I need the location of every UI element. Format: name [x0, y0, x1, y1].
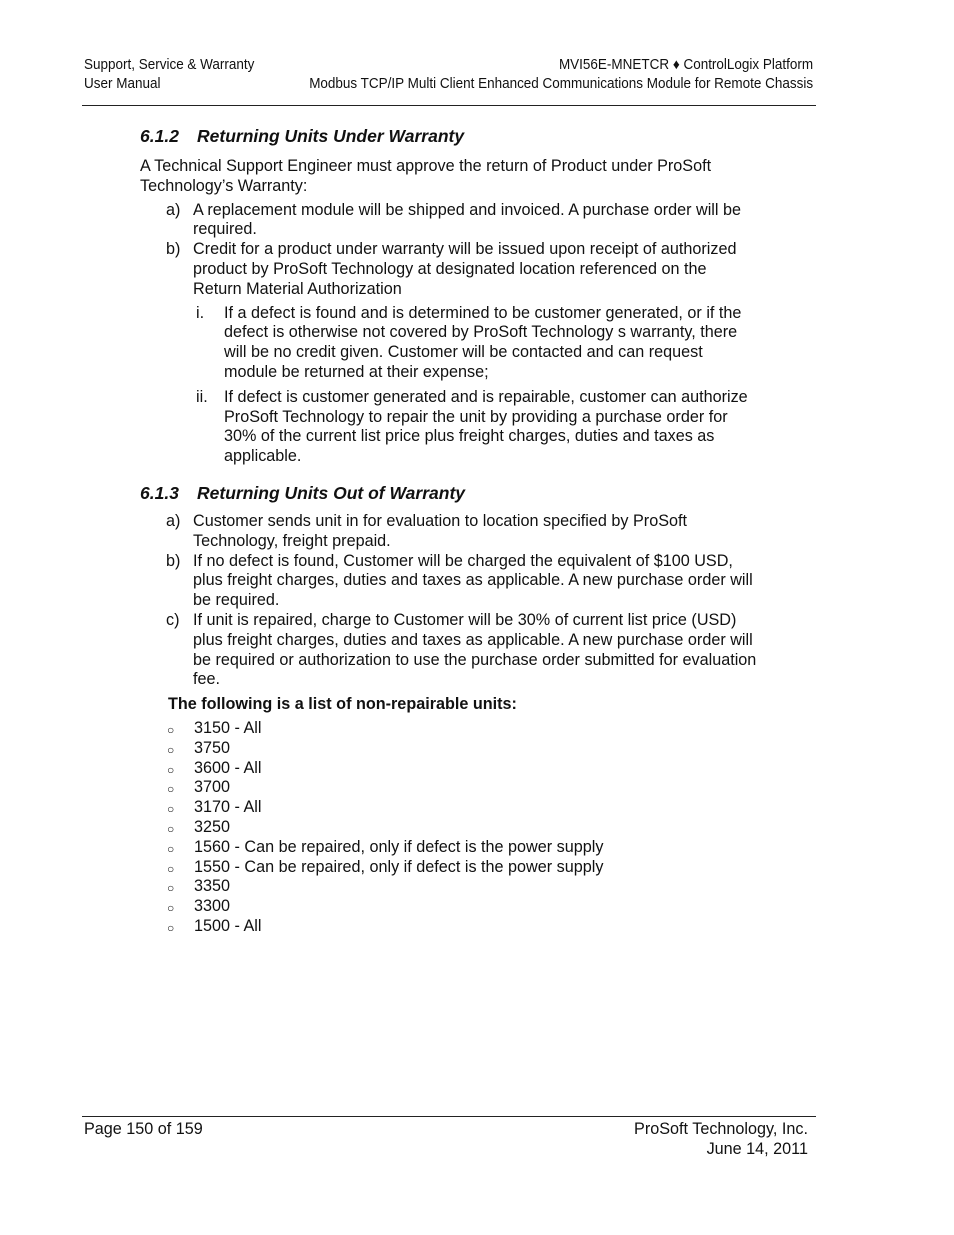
header-right	[309, 56, 813, 94]
unit-item	[140, 917, 780, 937]
unit-item	[140, 858, 780, 878]
unit-text: 1560 - Can be repaired, only if defect is the power supply	[194, 837, 604, 856]
unit-text: 3750	[194, 738, 231, 757]
unit-item	[140, 739, 780, 759]
unit-text: 3350	[194, 877, 231, 896]
header-product: MVI56E-MNETCR ♦ ControlLogix Platform	[558, 57, 814, 73]
sub-list-marker: i.	[196, 303, 205, 322]
unit-item	[140, 759, 780, 779]
unit-item	[140, 798, 780, 818]
sub-list	[193, 304, 758, 467]
section-number: 6.1.3	[140, 482, 179, 503]
out-of-warranty-list	[140, 512, 780, 690]
hollow-circle-bullet-icon: ○	[167, 722, 175, 737]
hollow-circle-bullet-icon: ○	[167, 901, 175, 916]
hollow-circle-bullet-icon: ○	[167, 841, 175, 856]
header-divider	[82, 105, 816, 106]
list-item-text: A replacement module will be shipped and invoiced. A purchase order will be required.	[193, 200, 742, 239]
footer-divider	[82, 1116, 816, 1117]
header-chapter: Support, Service & Warranty	[84, 57, 255, 73]
section-returning-out-of-warranty	[140, 481, 780, 937]
list-marker: b)	[166, 551, 181, 570]
list-marker: a)	[166, 511, 181, 530]
list-item-text: Customer sends unit in for evaluation to location specified by ProSoft Technology, freight prepaid.	[193, 511, 687, 550]
unit-text: 3170 - All	[194, 798, 262, 817]
warranty-list	[140, 201, 780, 467]
unit-text: 1500 - All	[194, 916, 262, 935]
list-marker: a)	[166, 200, 181, 219]
unit-text: 3600 - All	[194, 758, 262, 777]
list-marker: b)	[166, 240, 181, 259]
list-item	[140, 611, 758, 690]
section-returning-under-warranty	[140, 124, 780, 467]
footer-company: ProSoft Technology, Inc.	[634, 1120, 808, 1138]
header-description: Modbus TCP/IP Multi Client Enhanced Communications Module for Remote Chassis	[309, 76, 814, 92]
list-item	[140, 201, 758, 241]
list-item	[140, 552, 758, 611]
unit-text: 1550 - Can be repaired, only if defect is the power supply	[194, 857, 604, 876]
unit-item	[140, 897, 780, 917]
hollow-circle-bullet-icon: ○	[167, 762, 175, 777]
non-repairable-units-list	[140, 719, 780, 937]
section-title: Returning Units Under Warranty	[197, 126, 465, 146]
hollow-circle-bullet-icon: ○	[167, 920, 175, 935]
hollow-circle-bullet-icon: ○	[167, 742, 175, 757]
unit-text: 3150 - All	[194, 718, 262, 737]
non-repairable-heading: The following is a list of non-repairable units:	[168, 695, 517, 714]
hollow-circle-bullet-icon: ○	[167, 782, 175, 797]
footer-date: June 14, 2011	[706, 1139, 808, 1158]
page-header	[84, 56, 814, 106]
header-left	[84, 56, 254, 94]
unit-item	[140, 818, 780, 838]
header-doc-type: User Manual	[84, 76, 161, 92]
unit-item	[140, 719, 780, 739]
section-number: 6.1.2	[140, 126, 179, 146]
sub-list-item	[140, 304, 760, 383]
hollow-circle-bullet-icon: ○	[167, 861, 175, 876]
list-item-text: If unit is repaired, charge to Customer will be 30% of current list price (USD) plus freight charges, duties and taxes as applicable. A new purchase order will be required or authorization to use the purchase order submitted for evaluation fee.	[193, 610, 757, 689]
list-item-text: If no defect is found, Customer will be charged the equivalent of $100 USD, plus freight charges, duties and taxes as applicable. A new purchase order will be required.	[193, 551, 753, 610]
unit-item	[140, 877, 780, 897]
sub-list-item-text: If defect is customer generated and is repairable, customer can authorize ProSoft Technology to repair the unit by providing a purchase order for 30% of the current list price plus freight charges, duties and taxes as applicable.	[224, 387, 748, 466]
section-heading	[140, 481, 780, 505]
unit-text: 3250	[194, 817, 231, 836]
unit-item	[140, 838, 780, 858]
list-marker: c)	[166, 610, 180, 629]
hollow-circle-bullet-icon: ○	[167, 802, 175, 817]
unit-text: 3700	[194, 778, 231, 797]
sub-list-item-text: If a defect is found and is determined to be customer generated, or if the defect is otherwise not covered by ProSoft Technology s warranty, there will be no credit given. Customer will be contacted and can request module be returned at their expense;	[224, 303, 742, 381]
section-intro: A Technical Support Engineer must approve the return of Product under ProSoft Technology’s Warranty:	[140, 157, 712, 195]
unit-item	[140, 778, 780, 798]
footer-right	[634, 1120, 808, 1160]
footer-page-number: Page 150 of 159	[84, 1120, 203, 1138]
hollow-circle-bullet-icon: ○	[167, 881, 175, 896]
sub-list-marker: ii.	[196, 387, 208, 406]
list-item	[140, 512, 758, 552]
hollow-circle-bullet-icon: ○	[167, 821, 175, 836]
sub-list-item	[140, 388, 760, 467]
section-heading	[140, 124, 780, 148]
page-body	[140, 124, 780, 937]
list-item	[140, 240, 758, 467]
list-item-text: Credit for a product under warranty will be issued upon receipt of authorized product by ProSoft Technology at designated location referenced on the Return Material Authorization	[193, 240, 737, 298]
unit-text: 3300	[194, 897, 231, 916]
section-title: Returning Units Out of Warranty	[197, 482, 466, 503]
